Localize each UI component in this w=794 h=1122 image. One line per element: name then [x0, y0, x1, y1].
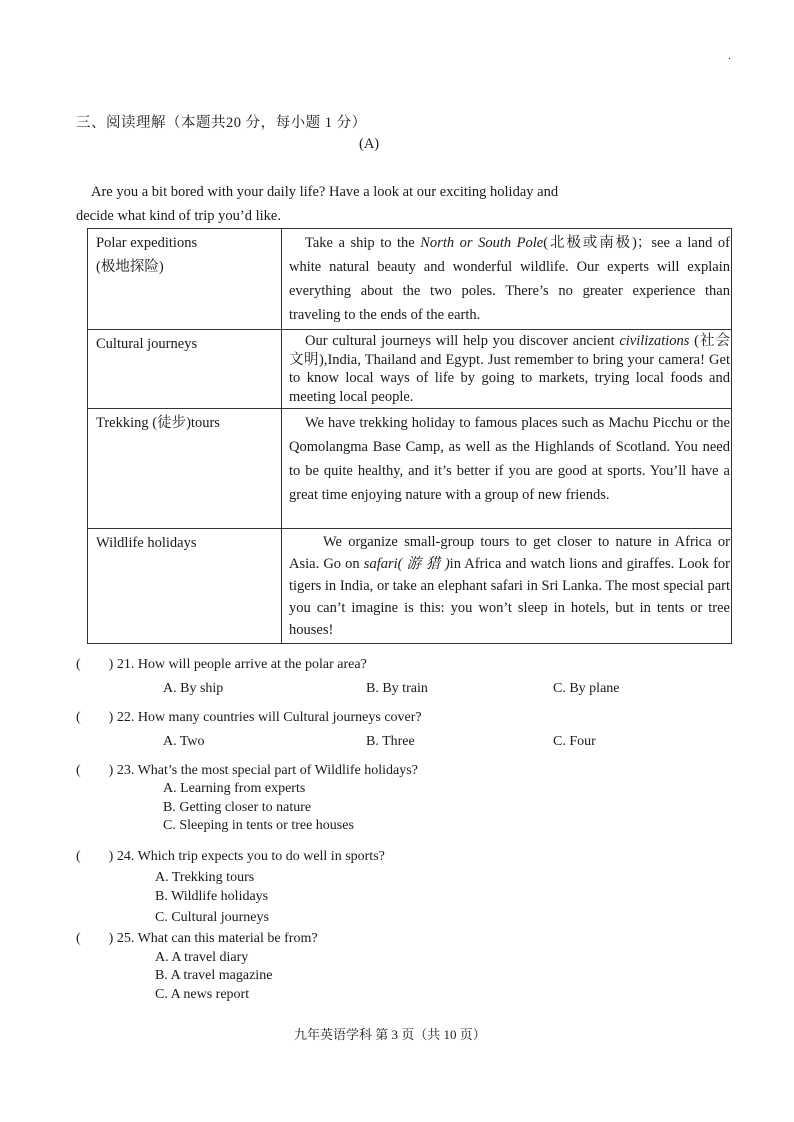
page-footer: 九年英语学科 第 3 页（共 10 页）: [294, 1027, 486, 1042]
option-a: A. Learning from experts: [163, 781, 306, 796]
trip-name-line: Polar expeditions: [96, 235, 198, 251]
option-b: B. Getting closer to nature: [163, 800, 312, 815]
question-25: [76, 931, 318, 947]
question-text: How many countries will Cultural journeys cover?: [137, 710, 422, 725]
desc-text: Our cultural journeys will help you discover ancient: [305, 333, 620, 349]
corner-mark: .: [728, 48, 731, 62]
option-b: B. By train: [366, 681, 428, 696]
option-a: A. A travel diary: [155, 950, 249, 965]
answer-blank[interactable]: ( ) 23.: [76, 763, 138, 778]
trip-name-line: (极地探险): [96, 259, 164, 275]
question-23: [76, 763, 418, 779]
trip-name: [88, 409, 282, 529]
table-row: [88, 330, 732, 409]
option-b: B. A travel magazine: [155, 968, 273, 983]
trip-description: [282, 229, 732, 330]
trip-description: [282, 330, 732, 409]
option-a: A. Trekking tours: [155, 870, 255, 885]
trip-name: [88, 330, 282, 409]
option-b: B. Three: [366, 734, 415, 749]
desc-italic: North or South Pole: [420, 235, 544, 251]
option-a: A. By ship: [163, 681, 224, 696]
option-c: C. Four: [553, 734, 596, 749]
option-c: C. Cultural journeys: [155, 910, 269, 925]
question-21: [76, 657, 367, 673]
intro-line-1: Are you a bit bored with your daily life? Have a look at our exciting holiday and: [91, 184, 559, 200]
question-text: How will people arrive at the polar area?: [137, 657, 367, 672]
desc-text: Take a ship to the: [305, 235, 421, 251]
trip-description: [282, 409, 732, 529]
option-a: A. Two: [163, 734, 205, 749]
trip-name: [88, 229, 282, 330]
section-title: 三、阅读理解（本题共20 分，每小题 1 分）: [76, 115, 367, 131]
answer-blank[interactable]: ( ) 21.: [76, 657, 138, 672]
trip-name-line: Wildlife holidays: [96, 535, 197, 551]
desc-text: in Africa and watch lions and giraffes. Look for tigers in India, or take an elephant safari in Sri Lanka. The most special part you can’t imagine is this: you won’t sleep in hotels, but in tents or tree houses!: [289, 556, 731, 638]
option-c: C. By plane: [553, 681, 620, 696]
desc-text: We organize small-group tours to get closer to nature in Africa or Asia. Go on: [289, 534, 730, 572]
question-22: [76, 710, 422, 726]
desc-text: (社会文明),India, Thailand and Egypt. Just remember to bring your camera! Get to know local ways of life by going to markets, trying local foods and meeting local people.: [289, 333, 730, 405]
desc-text: (北极或南极)；see a land of white natural beauty and wonderful wildlife. Our experts will explain everything about the two poles. There’s no greater experience than traveling to the ends of the earth.: [289, 235, 730, 323]
desc-italic: safari( 游 猎 ): [363, 556, 450, 572]
intro-line-2: decide what kind of trip you’d like.: [76, 208, 281, 224]
trip-name-line: Cultural journeys: [96, 336, 198, 352]
passage-label: (A): [359, 136, 380, 152]
question-text: What’s the most special part of Wildlife holidays?: [137, 763, 418, 778]
table-row: [88, 229, 732, 330]
table-row: [88, 529, 732, 644]
trip-table: [87, 228, 732, 644]
desc-italic: civilizations: [619, 333, 690, 349]
trip-description: [282, 529, 732, 644]
option-b: B. Wildlife holidays: [155, 889, 269, 904]
answer-blank[interactable]: ( ) 25.: [76, 931, 138, 946]
answer-blank[interactable]: ( ) 24.: [76, 849, 138, 864]
answer-blank[interactable]: ( ) 22.: [76, 710, 138, 725]
question-text: Which trip expects you to do well in sports?: [137, 849, 385, 864]
question-text: What can this material be from?: [137, 931, 318, 946]
table-row: [88, 409, 732, 529]
option-c: C. Sleeping in tents or tree houses: [163, 818, 354, 833]
question-24: [76, 849, 385, 865]
desc-text: We have trekking holiday to famous places such as Machu Picchu or the Qomolangma Base Camp, as well as the Highlands of Scotland. You need to be quite healthy, and it’s better if you are good at sports. You’ll have a great time enjoying nature with a group of new friends.: [289, 415, 730, 503]
trip-name: [88, 529, 282, 644]
trip-name-line: Trekking (徒步)tours: [96, 415, 220, 431]
option-c: C. A news report: [155, 987, 250, 1002]
